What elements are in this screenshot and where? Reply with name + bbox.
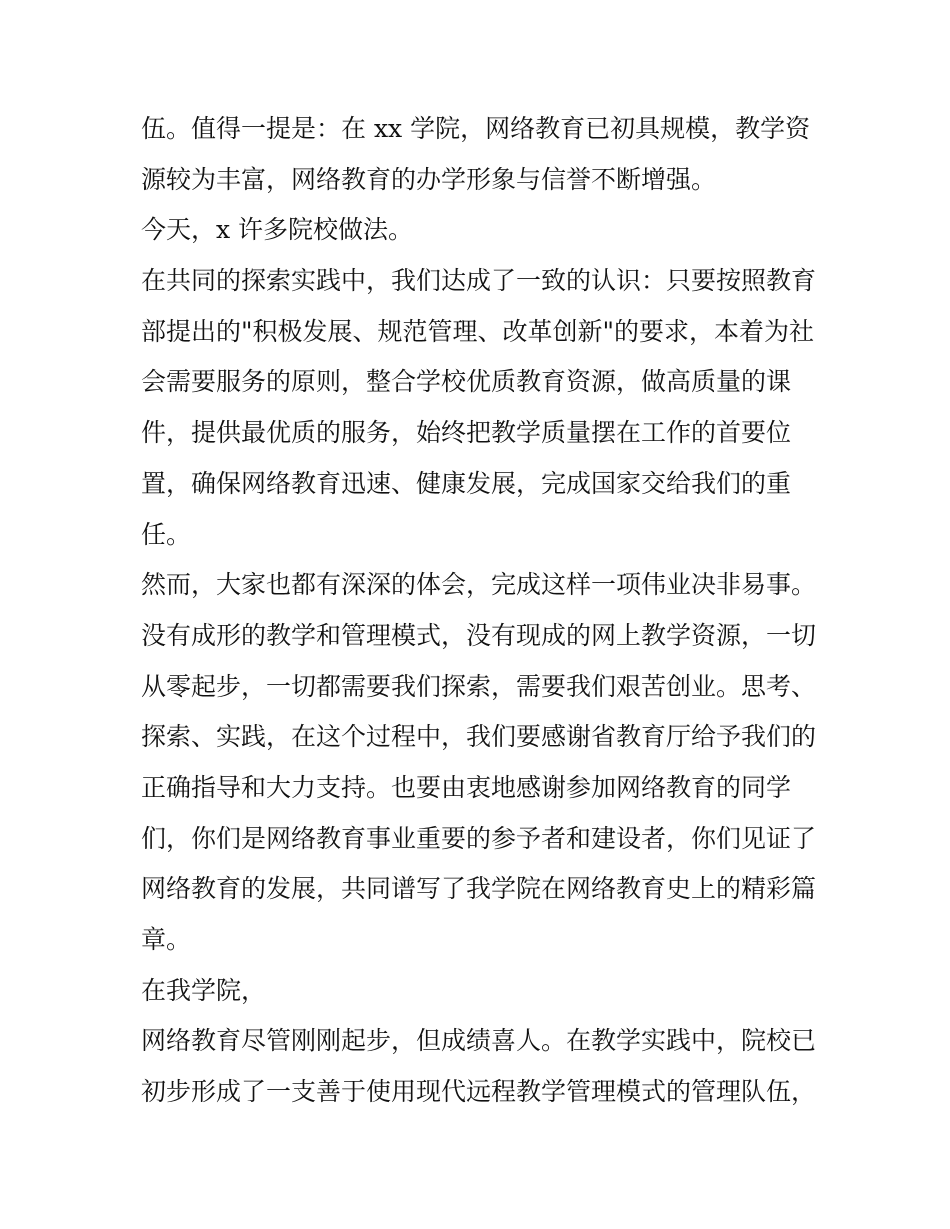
text-line: 置，确保网络教育迅速、健康发展，完成国家交给我们的重 [141, 468, 792, 498]
text-line: 源较为丰富，网络教育的办学形象与信誉不断增强。 [141, 164, 717, 194]
text-line: 今天，x 许多院校做法。 [141, 215, 414, 245]
text-line: 会需要服务的原则，整合学校优质教育资源，做高质量的课 [141, 367, 792, 397]
text-line: 从零起步，一切都需要我们探索，需要我们艰苦创业。思考、 [141, 671, 817, 701]
text-line: 网络教育尽管刚刚起步，但成绩喜人。在教学实践中，院校已 [141, 1026, 817, 1056]
text-line: 探索、实践，在这个过程中，我们要感谢省教育厅给予我们的 [141, 722, 817, 752]
text-line: 们，你们是网络教育事业重要的参予者和建设者，你们见证了 [141, 823, 817, 853]
text-line: 然而，大家也都有深深的体会，完成这样一项伟业决非易事。 [141, 570, 817, 600]
text-line: 件，提供最优质的服务，始终把教学质量摆在工作的首要位 [141, 418, 792, 448]
text-line: 网络教育的发展，共同谱写了我学院在网络教育史上的精彩篇 [141, 874, 817, 904]
text-line: 任。 [141, 519, 192, 549]
text-line: 部提出的"积极发展、规范管理、改革创新"的要求，本着为社 [141, 316, 815, 346]
text-line: 章。 [141, 925, 192, 954]
text-line: 伍。值得一提是：在 xx 学院，网络教育已初具规模，教学资 [141, 114, 811, 143]
text-line: 正确指导和大力支持。也要由衷地感谢参加网络教育的同学 [141, 772, 792, 802]
text-line: 在我学院， [141, 975, 267, 1005]
text-line: 初步形成了一支善于使用现代远程教学管理模式的管理队伍， [141, 1077, 817, 1107]
text-line: 在共同的探索实践中，我们达成了一致的认识：只要按照教育 [141, 266, 817, 296]
body-text [141, 104, 821, 1118]
text-line: 没有成形的教学和管理模式，没有现成的网上教学资源，一切 [141, 620, 817, 650]
